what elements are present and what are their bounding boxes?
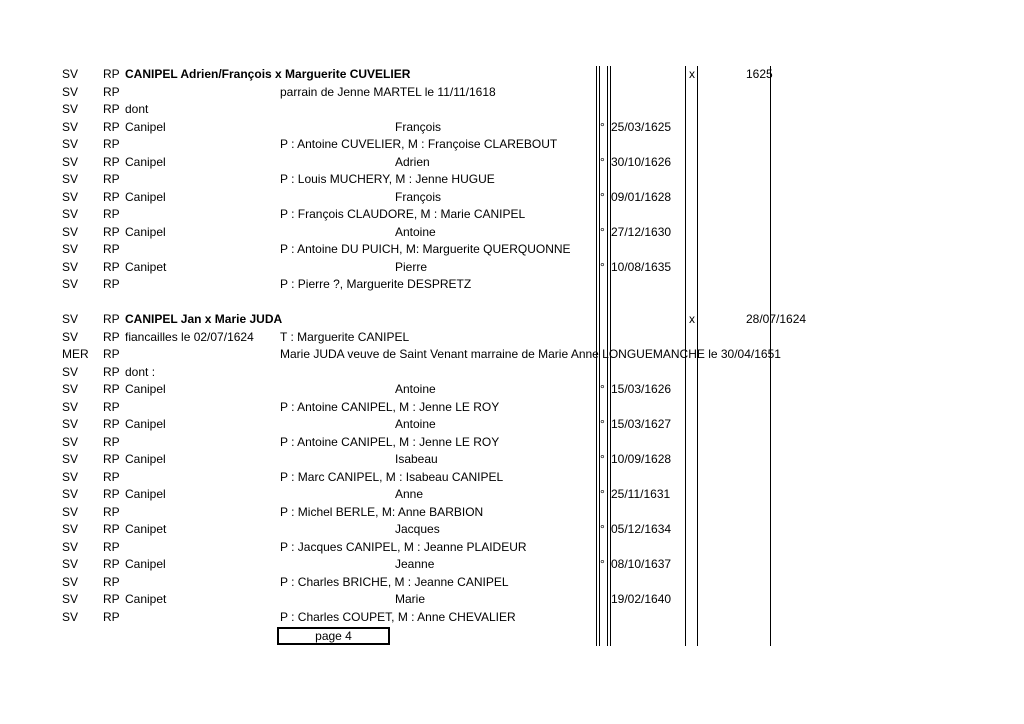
cell-c: CANIPEL Jan x Marie JUDA xyxy=(125,312,283,326)
cell-e: Antoine xyxy=(395,417,436,431)
cell-f: ° xyxy=(600,382,605,396)
cell-f: ° xyxy=(600,452,605,466)
cell-a: SV xyxy=(62,224,79,239)
cell-a: SV xyxy=(62,119,79,134)
cell-b: RP xyxy=(103,277,120,291)
cell-h: x xyxy=(689,312,695,326)
table-row xyxy=(0,364,1024,382)
cell-a: SV xyxy=(62,417,79,431)
cell-b: RP xyxy=(103,119,120,134)
cell-g: 27/12/1630 xyxy=(611,224,672,239)
cell-b: RP xyxy=(103,329,120,344)
table-row xyxy=(0,171,1024,189)
cell-d: P : Antoine CUVELIER, M : Françoise CLAREBOUT xyxy=(280,137,558,151)
cell-a: SV xyxy=(62,452,79,466)
table-row xyxy=(0,276,1024,294)
table-row xyxy=(0,329,1024,347)
cell-b: RP xyxy=(103,242,120,256)
cell-a: SV xyxy=(62,329,79,344)
cell-c: Canipel xyxy=(125,189,166,204)
cell-a: MER xyxy=(62,347,89,361)
cell-a: SV xyxy=(62,592,79,606)
cell-b: RP xyxy=(103,522,120,536)
cell-f: ° xyxy=(600,189,605,204)
cell-a: SV xyxy=(62,399,79,414)
cell-b: RP xyxy=(103,102,120,116)
table-row xyxy=(0,206,1024,224)
cell-e: Adrien xyxy=(395,154,430,169)
table-row xyxy=(0,504,1024,522)
cell-a: SV xyxy=(62,382,79,396)
cell-d: P : Pierre ?, Marguerite DESPRETZ xyxy=(280,277,472,291)
cell-f: ° xyxy=(600,557,605,571)
cell-d: P : Charles COUPET, M : Anne CHEVALIER xyxy=(280,609,516,624)
cell-a: SV xyxy=(62,522,79,536)
cell-a: SV xyxy=(62,364,79,379)
table-row xyxy=(0,259,1024,277)
cell-c: Canipet xyxy=(125,592,167,606)
cell-b: RP xyxy=(103,207,120,221)
cell-c: Canipel xyxy=(125,119,166,134)
cell-b: RP xyxy=(103,539,120,554)
table-row xyxy=(0,136,1024,154)
cell-b: RP xyxy=(103,557,120,571)
cell-f: ° xyxy=(600,154,605,169)
table-row xyxy=(0,84,1024,102)
cell-b: RP xyxy=(103,574,120,589)
cell-d: P : François CLAUDORE, M : Marie CANIPEL xyxy=(280,207,526,221)
cell-a: SV xyxy=(62,102,79,116)
table-row xyxy=(0,154,1024,172)
cell-g: 25/11/1631 xyxy=(611,487,671,501)
cell-f: ° xyxy=(600,487,605,501)
cell-e: Antoine xyxy=(395,382,436,396)
cell-b: RP xyxy=(103,434,120,449)
cell-a: SV xyxy=(62,312,79,326)
cell-g: 25/03/1625 xyxy=(611,119,672,134)
cell-c: fiancailles le 02/07/1624 xyxy=(125,329,254,344)
cell-b: RP xyxy=(103,417,120,431)
cell-b: RP xyxy=(103,347,120,361)
cell-b: RP xyxy=(103,609,120,624)
cell-d: P : Jacques CANIPEL, M : Jeanne PLAIDEUR xyxy=(280,539,527,554)
table-row xyxy=(0,119,1024,137)
cell-b: RP xyxy=(103,137,120,151)
table-row xyxy=(0,241,1024,259)
cell-g: 30/10/1626 xyxy=(611,154,672,169)
cell-f: ° xyxy=(600,522,605,536)
table-row xyxy=(0,574,1024,592)
cell-b: RP xyxy=(103,84,120,99)
cell-a: SV xyxy=(62,277,79,291)
cell-b: RP xyxy=(103,399,120,414)
cell-c: Canipel xyxy=(125,224,166,239)
cell-g: 08/10/1637 xyxy=(611,557,672,571)
cell-b: RP xyxy=(103,172,120,186)
table-row xyxy=(0,591,1024,609)
page-label-box xyxy=(277,627,390,645)
cell-d: P : Marc CANIPEL, M : Isabeau CANIPEL xyxy=(280,469,504,484)
table-row xyxy=(0,294,1024,312)
table-row xyxy=(0,101,1024,119)
cell-a: SV xyxy=(62,557,79,571)
cell-c: dont xyxy=(125,102,149,116)
cell-b: RP xyxy=(103,487,120,501)
cell-b: RP xyxy=(103,67,120,81)
table-row xyxy=(0,381,1024,399)
table-row xyxy=(0,486,1024,504)
table-row xyxy=(0,539,1024,557)
table-row xyxy=(0,66,1024,84)
cell-f: ° xyxy=(600,119,605,134)
cell-f: ° xyxy=(600,417,605,431)
cell-a: SV xyxy=(62,469,79,484)
cell-g: 10/09/1628 xyxy=(611,452,672,466)
cell-d: P : Antoine CANIPEL, M : Jenne LE ROY xyxy=(280,434,500,449)
table-row xyxy=(0,346,1024,364)
cell-d: parrain de Jenne MARTEL le 11/11/1618 xyxy=(280,84,496,99)
cell-f: ° xyxy=(600,259,605,274)
cell-c: Canipel xyxy=(125,487,166,501)
cell-a: SV xyxy=(62,207,79,221)
table-row xyxy=(0,609,1024,627)
cell-a: SV xyxy=(62,67,79,81)
cell-a: SV xyxy=(62,574,79,589)
cell-e: Marie xyxy=(395,592,426,606)
cell-f: ° xyxy=(600,224,605,239)
table-row xyxy=(0,469,1024,487)
cell-b: RP xyxy=(103,469,120,484)
cell-c: dont : xyxy=(125,364,156,379)
cell-a: SV xyxy=(62,172,79,186)
table-row xyxy=(0,556,1024,574)
cell-d: T : Marguerite CANIPEL xyxy=(280,329,410,344)
table-row xyxy=(0,416,1024,434)
table-row xyxy=(0,311,1024,329)
cell-e: Jeanne xyxy=(395,557,435,571)
cell-b: RP xyxy=(103,592,120,606)
cell-b: RP xyxy=(103,312,120,326)
cell-b: RP xyxy=(103,504,120,519)
cell-i: 28/07/1624 xyxy=(746,312,807,326)
table-row xyxy=(0,224,1024,242)
cell-c: Canipel xyxy=(125,154,166,169)
cell-a: SV xyxy=(62,84,79,99)
cell-d: Marie JUDA veuve de Saint Venant marraine de Marie Anne LONGUEMANCHE le 30/04/1651 xyxy=(280,347,781,361)
cell-a: SV xyxy=(62,539,79,554)
table-row xyxy=(0,399,1024,417)
cell-a: SV xyxy=(62,504,79,519)
cell-e: Isabeau xyxy=(395,452,438,466)
cell-g: 19/02/1640 xyxy=(611,592,672,606)
cell-g: 15/03/1626 xyxy=(611,382,672,396)
cell-c: Canipet xyxy=(125,259,167,274)
cell-c: Canipel xyxy=(125,557,166,571)
cell-a: SV xyxy=(62,259,79,274)
cell-b: RP xyxy=(103,382,120,396)
cell-c: Canipet xyxy=(125,522,167,536)
cell-b: RP xyxy=(103,189,120,204)
cell-a: SV xyxy=(62,487,79,501)
cell-a: SV xyxy=(62,609,79,624)
cell-b: RP xyxy=(103,154,120,169)
cell-d: P : Antoine CANIPEL, M : Jenne LE ROY xyxy=(280,399,500,414)
cell-e: Pierre xyxy=(395,259,428,274)
table-row xyxy=(0,189,1024,207)
cell-d: P : Michel BERLE, M: Anne BARBION xyxy=(280,504,484,519)
cell-g: 10/08/1635 xyxy=(611,259,672,274)
cell-a: SV xyxy=(62,154,79,169)
cell-c: CANIPEL Adrien/François x Marguerite CUVELIER xyxy=(125,67,411,81)
cell-d: P : Antoine DU PUICH, M: Marguerite QUERQUONNE xyxy=(280,242,571,256)
cell-c: Canipel xyxy=(125,452,166,466)
table-row xyxy=(0,434,1024,452)
cell-e: François xyxy=(395,189,442,204)
cell-d: P : Charles BRICHE, M : Jeanne CANIPEL xyxy=(280,574,509,589)
cell-c: Canipel xyxy=(125,382,166,396)
cell-h: x xyxy=(689,67,695,81)
page-label: page 4 xyxy=(315,629,352,643)
cell-e: Jacques xyxy=(395,522,440,536)
cell-d: P : Louis MUCHERY, M : Jenne HUGUE xyxy=(280,172,495,186)
cell-e: François xyxy=(395,119,442,134)
cell-a: SV xyxy=(62,434,79,449)
cell-b: RP xyxy=(103,364,120,379)
cell-e: Anne xyxy=(395,487,424,501)
cell-i: 1625 xyxy=(746,67,773,81)
cell-a: SV xyxy=(62,189,79,204)
cell-c: Canipel xyxy=(125,417,166,431)
cell-b: RP xyxy=(103,259,120,274)
cell-a: SV xyxy=(62,242,79,256)
cell-g: 09/01/1628 xyxy=(611,189,672,204)
cell-a: SV xyxy=(62,137,79,151)
table-row xyxy=(0,521,1024,539)
cell-e: Antoine xyxy=(395,224,436,239)
cell-g: 15/03/1627 xyxy=(611,417,672,431)
cell-b: RP xyxy=(103,224,120,239)
cell-g: 05/12/1634 xyxy=(611,522,672,536)
table-row xyxy=(0,451,1024,469)
cell-b: RP xyxy=(103,452,120,466)
